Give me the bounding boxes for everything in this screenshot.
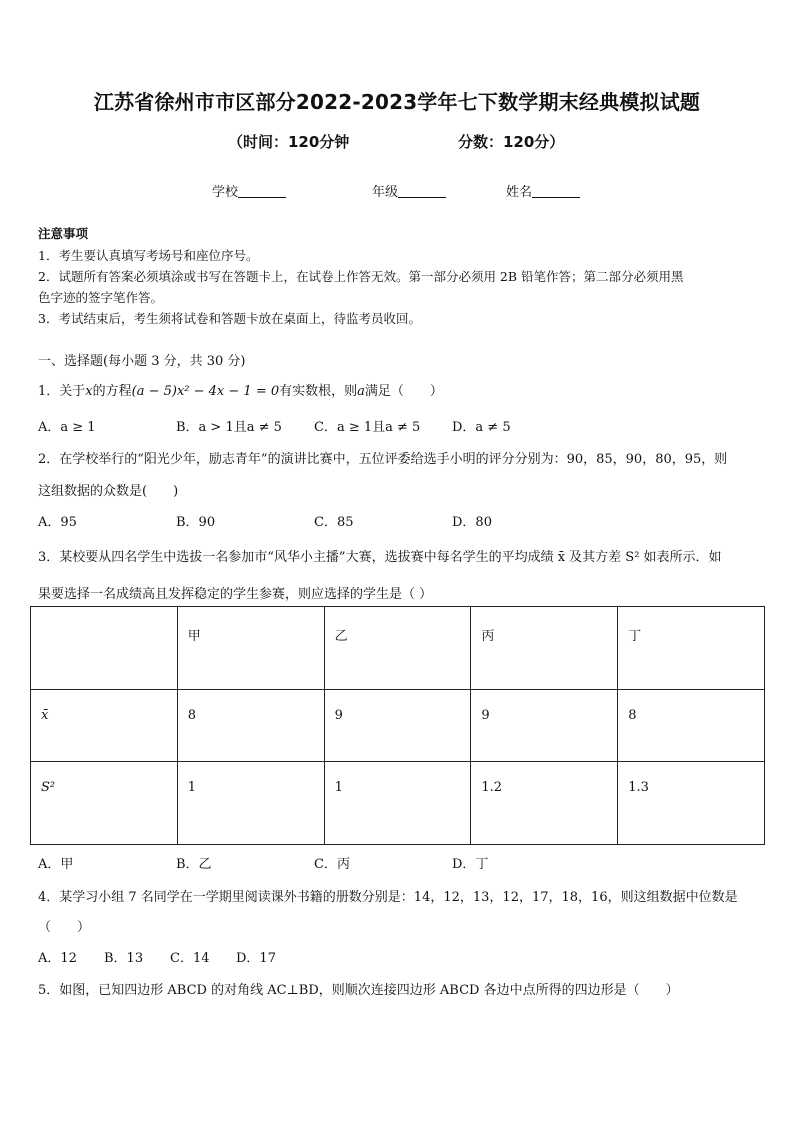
note-item: 2．试题所有答案必须填涂或书写在答题卡上，在试卷上作答无效。第一部分必须用 2B 铅笔作答；第二部分必须用黑 <box>38 269 684 284</box>
question-3-line2: 果要选择一名成绩高且发挥稳定的学生参赛，则应选择的学生是（ ） <box>38 587 433 602</box>
grade-label: 年级 <box>372 185 399 200</box>
q1-text-pre: 1．关于 <box>38 384 86 399</box>
school-blank[interactable] <box>238 183 286 198</box>
table-cell: 1 <box>324 762 471 845</box>
q2-option-b[interactable]: B．90 <box>176 515 216 530</box>
table-cell: 1.2 <box>471 762 618 845</box>
q3-option-a[interactable]: A．甲 <box>38 857 74 872</box>
section-heading: 一、选择题(每小题 3 分，共 30 分) <box>38 354 246 369</box>
q2-option-d[interactable]: D．80 <box>452 515 492 530</box>
q3-option-c[interactable]: C．丙 <box>314 857 350 872</box>
table-cell: 1.3 <box>618 762 765 845</box>
table-cell: 8 <box>618 690 765 762</box>
exam-time: （时间：120分钟 <box>228 133 350 151</box>
question-3-line1: 3．某校要从四名学生中选拔一名参加市“风华小主播”大赛，选拔赛中每名学生的平均成绩 x̄ 及其方差 S² 如表所示．如 <box>38 550 722 565</box>
table-cell: 甲 <box>177 607 324 690</box>
table-cell: 丙 <box>471 607 618 690</box>
name-label: 姓名 <box>506 185 533 200</box>
table-cell: x̄ <box>31 690 178 762</box>
q3-option-b[interactable]: B．乙 <box>176 857 212 872</box>
name-field <box>506 181 580 200</box>
table-cell: S² <box>31 762 178 845</box>
stats-table <box>30 606 765 845</box>
question-4-line2: （ ） <box>38 920 91 935</box>
table-row <box>31 690 765 762</box>
name-blank[interactable] <box>532 183 580 198</box>
q4-option-a[interactable]: A．12 <box>38 951 77 966</box>
grade-field <box>372 181 446 200</box>
table-cell: 1 <box>177 762 324 845</box>
q1-text-end: 满足（ ） <box>364 384 443 399</box>
q1-var-x: x <box>85 384 93 399</box>
note-item: 3．考试结束后，考生须将试卷和答题卡放在桌面上，待监考员收回。 <box>38 311 421 326</box>
q1-option-c[interactable]: C．a ≥ 1且a ≠ 5 <box>314 420 421 435</box>
table-cell: 9 <box>471 690 618 762</box>
table-row <box>31 762 765 845</box>
notes-heading: 注意事项 <box>38 226 89 241</box>
q1-option-b[interactable]: B．a > 1且a ≠ 5 <box>176 420 282 435</box>
grade-blank[interactable] <box>398 183 446 198</box>
q1-text-post: 有实数根，则 <box>279 384 358 399</box>
q2-option-a[interactable]: A．95 <box>38 515 77 530</box>
note-item: 1．考生要认真填写考场号和座位序号。 <box>38 248 259 263</box>
q3-option-d[interactable]: D．丁 <box>452 857 489 872</box>
q1-var-a: a <box>357 384 365 399</box>
note-item: 色字迹的签字笔作答。 <box>38 290 164 305</box>
school-label: 学校 <box>212 185 239 200</box>
page-title: 江苏省徐州市市区部分2022-2023学年七下数学期末经典模拟试题 <box>93 90 701 114</box>
question-5-line1: 5．如图，已知四边形 ABCD 的对角线 AC⊥BD，则顺次连接四边形 ABCD 各边中点所得的四边形是（ ） <box>38 983 679 998</box>
table-cell: 8 <box>177 690 324 762</box>
q2-option-c[interactable]: C．85 <box>314 515 354 530</box>
q4-option-d[interactable]: D．17 <box>236 951 276 966</box>
question-2-line1: 2．在学校举行的“阳光少年，励志青年”的演讲比赛中，五位评委给选手小明的评分分别为：90，85，90，80，95，则 <box>38 452 728 467</box>
q4-option-c[interactable]: C．14 <box>170 951 210 966</box>
question-1 <box>38 380 443 399</box>
question-4-line1: 4．某学习小组 7 名同学在一学期里阅读课外书籍的册数分别是：14，12，13，12，17，18，16，则这组数据中位数是 <box>38 890 738 905</box>
q4-option-b[interactable]: B．13 <box>104 951 144 966</box>
q1-option-d[interactable]: D．a ≠ 5 <box>452 420 511 435</box>
table-cell: 丁 <box>618 607 765 690</box>
q1-option-a[interactable]: A．a ≥ 1 <box>38 420 96 435</box>
table-cell: 9 <box>324 690 471 762</box>
table-cell <box>31 607 178 690</box>
table-cell: 乙 <box>324 607 471 690</box>
q1-text-mid: 的方程 <box>92 384 132 399</box>
exam-score: 分数：120分） <box>458 133 565 151</box>
table-row <box>31 607 765 690</box>
school-field <box>212 181 286 200</box>
question-2-line2: 这组数据的众数是( ) <box>38 484 179 499</box>
q1-equation: (a − 5)x² − 4x − 1 = 0 <box>131 384 280 399</box>
